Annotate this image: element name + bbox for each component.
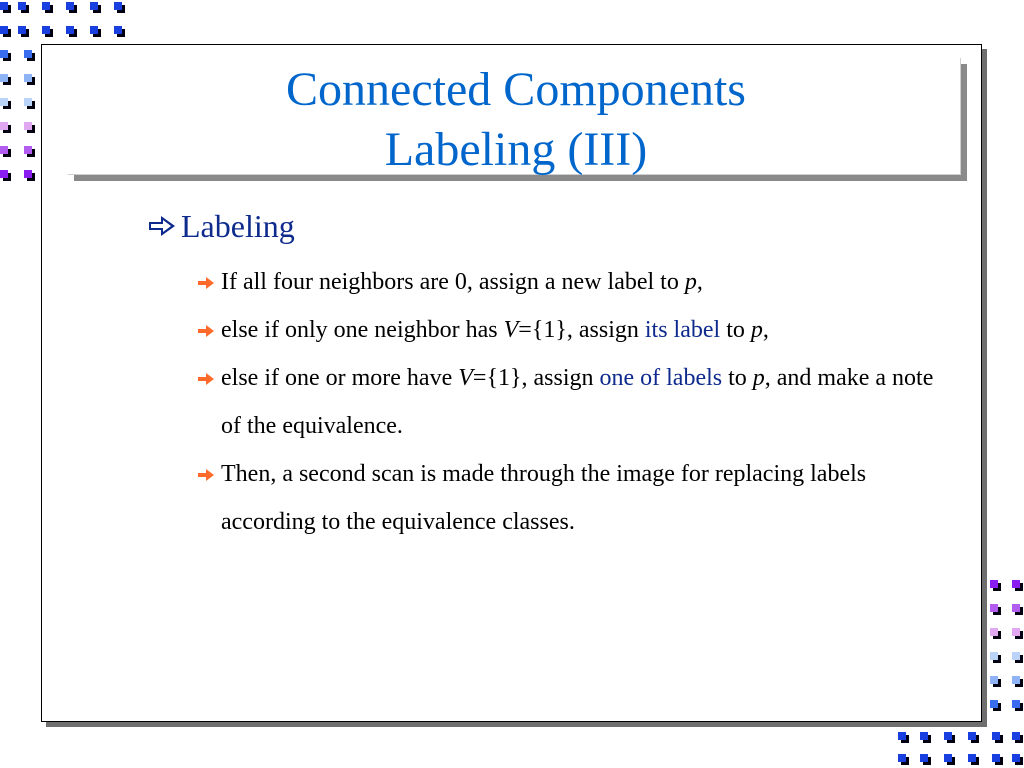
title-line-2: Labeling (III) (384, 123, 648, 176)
highlight-text: one of labels (599, 365, 723, 391)
bullet-list (197, 258, 937, 546)
bullet-text: to (722, 365, 753, 391)
deco-square (18, 26, 26, 34)
bullet-text: If all four neighbors are 0, assign a new label to (221, 269, 685, 295)
small-right-arrow-icon (197, 468, 215, 482)
bullet-text: , (696, 269, 703, 295)
deco-square (24, 170, 32, 178)
deco-square (898, 754, 906, 762)
deco-square (1012, 676, 1020, 684)
bullet-text: , (762, 317, 769, 343)
deco-square (0, 98, 8, 106)
deco-square (990, 604, 998, 612)
deco-square (24, 98, 32, 106)
deco-square (24, 74, 32, 82)
bullet-text: Then, a second scan is made through the image for replacing labels according to the equivalence classes. (221, 461, 867, 535)
deco-square (1012, 580, 1020, 588)
deco-square (1012, 700, 1020, 708)
deco-square (1012, 754, 1020, 762)
small-right-arrow-icon (197, 372, 215, 386)
deco-square (24, 50, 32, 58)
heading-bullet (147, 204, 295, 248)
deco-square (968, 754, 976, 762)
bullet-item (197, 354, 937, 450)
small-right-arrow-icon (197, 324, 215, 338)
bullet-item (197, 306, 937, 354)
deco-square (944, 754, 952, 762)
deco-square (920, 732, 928, 740)
deco-square (114, 26, 122, 34)
deco-square (42, 26, 50, 34)
deco-square (24, 146, 32, 154)
deco-square (992, 732, 1000, 740)
variable-v: V (458, 365, 473, 391)
deco-square (0, 2, 8, 10)
deco-square (0, 26, 8, 34)
right-arrow-icon (147, 214, 177, 238)
deco-square (990, 700, 998, 708)
deco-square (944, 732, 952, 740)
deco-square (24, 122, 32, 130)
bullet-text: , and make a note of the equivalence. (221, 365, 934, 439)
variable-p: p (684, 269, 697, 295)
deco-square (898, 732, 906, 740)
deco-square (990, 676, 998, 684)
deco-square (66, 2, 74, 10)
deco-square (1012, 628, 1020, 636)
slide-title (68, 60, 964, 180)
bullet-text: else if only one neighbor has (221, 317, 504, 343)
deco-square (0, 74, 8, 82)
deco-square (42, 2, 50, 10)
bullet-item (197, 450, 937, 546)
deco-square (0, 146, 8, 154)
deco-square (1012, 604, 1020, 612)
deco-square (114, 2, 122, 10)
deco-square (992, 754, 1000, 762)
deco-square (990, 580, 998, 588)
variable-p: p (750, 317, 763, 343)
deco-square (1012, 652, 1020, 660)
deco-square (90, 2, 98, 10)
variable-v: V (503, 317, 519, 343)
title-line-1: Connected Components (286, 63, 746, 116)
variable-p: p (752, 365, 765, 391)
highlight-text: its label (644, 317, 721, 343)
heading-text: Labeling (181, 208, 295, 244)
deco-square (968, 732, 976, 740)
deco-square (66, 26, 74, 34)
bullet-text: to (720, 317, 751, 343)
deco-square (920, 754, 928, 762)
deco-square (0, 170, 8, 178)
deco-square (990, 628, 998, 636)
deco-square (0, 122, 8, 130)
bullet-item (197, 258, 937, 306)
deco-square (1012, 732, 1020, 740)
bullet-text: ={1}, assign (472, 365, 600, 391)
deco-square (0, 50, 8, 58)
deco-square (990, 652, 998, 660)
deco-square (90, 26, 98, 34)
deco-square (18, 2, 26, 10)
bullet-text: else if one or more have (221, 365, 459, 391)
small-right-arrow-icon (197, 276, 215, 290)
bullet-text: ={1}, assign (518, 317, 645, 343)
